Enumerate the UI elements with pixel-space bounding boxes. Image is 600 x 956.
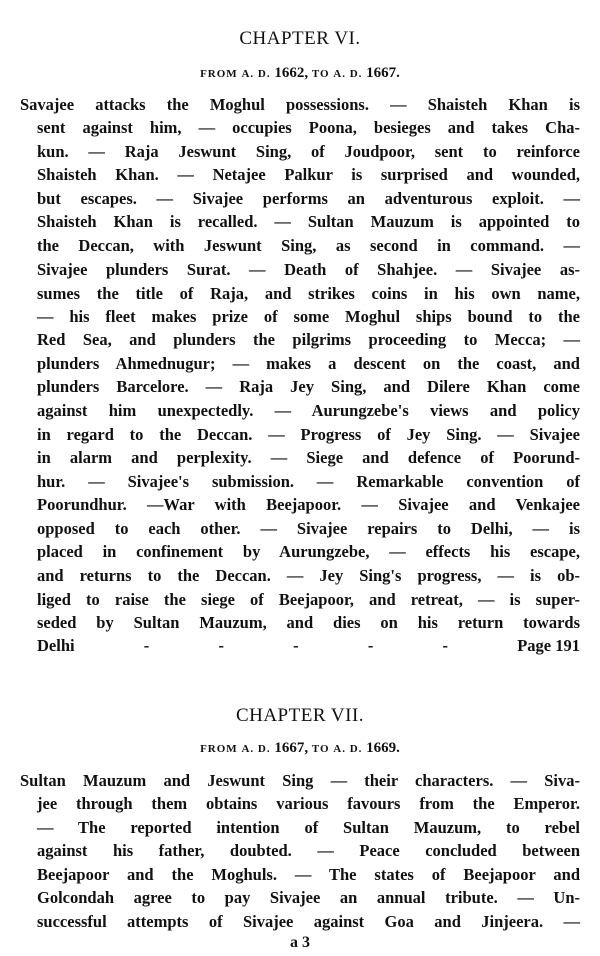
range-year-2: 1667. bbox=[366, 65, 400, 81]
ch6-page-number: Page 191 bbox=[517, 636, 580, 655]
range-ad-1: A. D. bbox=[241, 743, 271, 755]
ch6-line: liged to raise the siege of Beejapoor, and retreat, — is super- bbox=[37, 590, 580, 609]
ch6-line: the Deccan, with Jeswunt Sing, as second in command. — bbox=[37, 236, 580, 255]
range-to: TO bbox=[311, 743, 330, 755]
ch6-line: Shaisteh Khan is recalled. — Sultan Mauzum is appointed to bbox=[37, 212, 580, 231]
range-year-2: 1669. bbox=[366, 740, 400, 756]
chapter-6-title: CHAPTER VI. bbox=[239, 28, 361, 49]
range-to: TO bbox=[311, 68, 330, 80]
ch6-line: Red Sea, and plunders the pilgrims proceeding to Mecca; — bbox=[37, 330, 580, 349]
dot-leader: - bbox=[218, 636, 224, 655]
ch6-line: plunders Ahmednugur; — makes a descent on the coast, and bbox=[37, 354, 580, 373]
ch6-line: placed in confinement by Aurungzebe, — effects his escape, bbox=[37, 542, 580, 561]
ch6-final-word: Delhi bbox=[37, 636, 75, 655]
range-from: FROM bbox=[200, 743, 238, 755]
ch7-line: Sultan Mauzum and Jeswunt Sing — their characters. — Siva- bbox=[20, 771, 580, 790]
ch7-line: Golcondah agree to pay Sivajee an annual tribute. — Un- bbox=[37, 888, 580, 907]
ch6-line: in alarm and perplexity. — Siege and defence of Poorund- bbox=[37, 448, 580, 467]
ch6-line: sumes the title of Raja, and strikes coins in his own name, bbox=[37, 284, 580, 303]
ch6-line: plunders Barcelore. — Raja Jey Sing, and Dilere Khan come bbox=[37, 377, 580, 396]
ch7-line: Beejapoor and the Moghuls. — The states of Beejapoor and bbox=[37, 865, 580, 884]
dot-leader: - bbox=[367, 636, 374, 655]
ch6-line: in regard to the Deccan. — Progress of Jey Sing. — Sivajee bbox=[37, 425, 580, 444]
range-ad-1: A. D. bbox=[241, 68, 271, 80]
ch6-line: Savajee attacks the Moghul possessions. — Shaisteh Khan is bbox=[20, 95, 580, 114]
ch6-line: — his fleet makes prize of some Moghul ships bound to the bbox=[37, 307, 580, 326]
dot-leader: - bbox=[442, 636, 449, 655]
chapter-6-date-range bbox=[0, 66, 600, 81]
ch7-line: jee through them obtains various favours from the Emperor. bbox=[37, 794, 580, 813]
ch6-line: kun. — Raja Jeswunt Sing, of Joudpoor, sent to reinforce bbox=[37, 142, 580, 161]
ch6-line: and returns to the Deccan. — Jey Sing's progress, — is ob- bbox=[37, 566, 580, 585]
chapter-7-date-range bbox=[0, 741, 600, 756]
ch6-line: Poorundhur. —War with Beejapoor. — Sivajee and Venkajee bbox=[37, 495, 580, 514]
ch7-line: — The reported intention of Sultan Mauzum, to rebel bbox=[37, 818, 580, 837]
chapter-7-title: CHAPTER VII. bbox=[235, 705, 365, 726]
ch6-line: Sivajee plunders Surat. — Death of Shahjee. — Sivajee as- bbox=[37, 260, 580, 279]
ch6-line: Shaisteh Khan. — Netajee Palkur is surprised and wounded, bbox=[37, 165, 580, 184]
ch6-line: seded by Sultan Mauzum, and dies on his return towards bbox=[37, 613, 580, 632]
dot-leader: - bbox=[143, 636, 150, 655]
range-ad-2: A. D. bbox=[333, 68, 363, 80]
range-ad-2: A. D. bbox=[333, 743, 363, 755]
ch6-line: opposed to each other. — Sivajee repairs to Delhi, — is bbox=[37, 519, 580, 538]
ch6-line: against him unexpectedly. — Aurungzebe's views and policy bbox=[37, 401, 580, 420]
ch7-line: successful attempts of Sivajee against Goa and Jinjeera. — bbox=[37, 912, 580, 931]
ch6-line: hur. — Sivajee's submission. — Remarkable convention of bbox=[37, 472, 580, 491]
ch6-line: but escapes. — Sivajee performs an adventurous exploit. — bbox=[37, 189, 580, 208]
range-year-1: 1667, bbox=[274, 740, 309, 756]
ch6-page-reference-line bbox=[37, 638, 580, 655]
range-year-1: 1662, bbox=[274, 65, 309, 81]
range-from: FROM bbox=[200, 68, 238, 80]
dot-leader: - bbox=[293, 636, 299, 655]
ch6-line: sent against him, — occupies Poona, besieges and takes Cha- bbox=[37, 118, 580, 137]
printer-signature-mark: a 3 bbox=[290, 934, 310, 951]
ch7-line: against his father, doubted. — Peace concluded between bbox=[37, 841, 580, 860]
